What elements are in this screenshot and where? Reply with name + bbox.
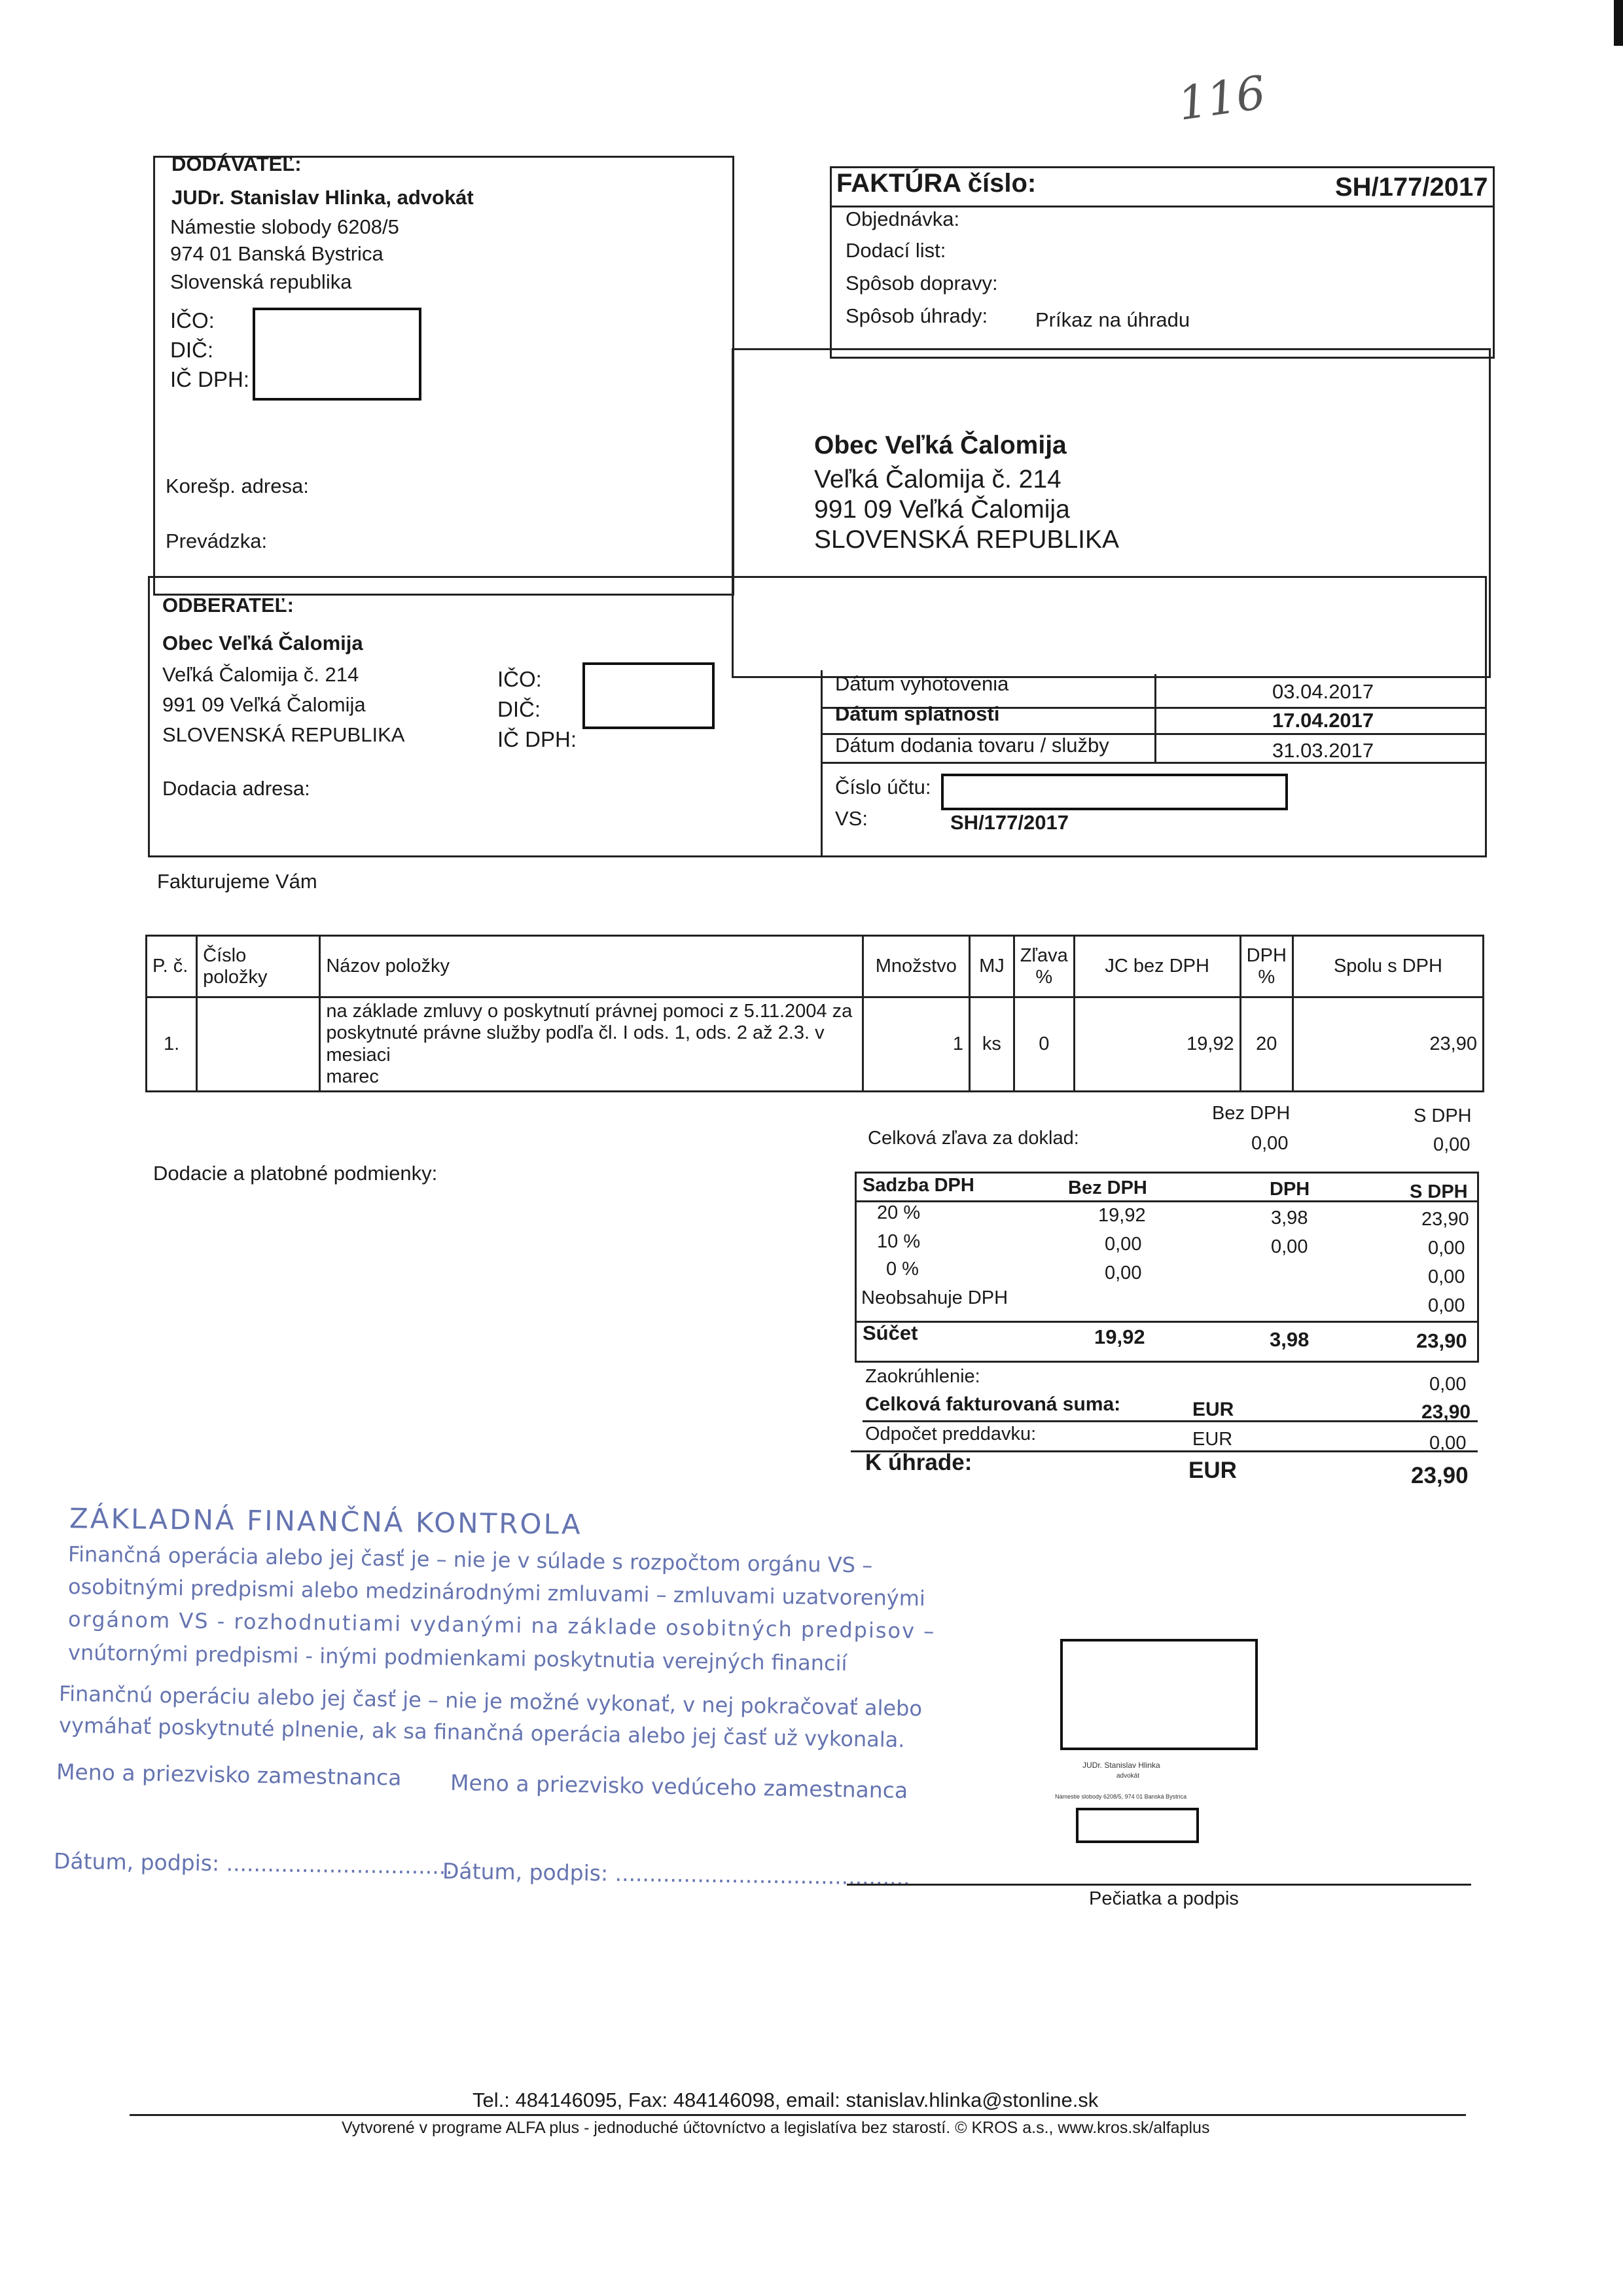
invoiced-label: Celková fakturovaná suma: [865, 1393, 1121, 1415]
recipient-country: SLOVENSKÁ REPUBLIKA [814, 526, 1120, 554]
vat-row-0-base: 0,00 [1105, 1263, 1142, 1283]
invoice-order-label: Objednávka: [846, 207, 960, 230]
control-stamp-line1: Finančná operácia alebo jej časť je – nie je v súlade s rozpočtom orgánu VS – [67, 1541, 873, 1578]
recipient-name: Obec Veľká Čalomija [814, 431, 1067, 459]
supplier-name: JUDr. Stanislav Hlinka, advokát [171, 186, 474, 209]
intro-text: Fakturujeme Vám [157, 870, 317, 893]
control-stamp-manager: Meno a priezvisko vedúceho zamestnanca [450, 1769, 908, 1804]
header-total: Spolu s DPH [1293, 936, 1483, 997]
advance-currency: EUR [1192, 1429, 1233, 1450]
vat-novat-label: Neobsahuje DPH [861, 1287, 1008, 1308]
header-unit-price: JC bez DPH [1074, 936, 1240, 997]
vat-row-0-total: 0,00 [1428, 1266, 1465, 1287]
recipient-city: 991 09 Veľká Čalomija [814, 495, 1070, 524]
vat-header-total: S DPH [1410, 1181, 1468, 1202]
control-stamp-date-sign-1: Dátum, podpis: ................................. [53, 1848, 454, 1880]
due-amount-label: K úhrade: [865, 1450, 972, 1475]
discount-s-dph-header: S DPH [1414, 1105, 1472, 1126]
vat-row-10-base: 0,00 [1105, 1234, 1142, 1255]
vs-value: SH/177/2017 [950, 811, 1069, 834]
due-date-value: 17.04.2017 [1272, 709, 1374, 732]
header-code: Číslo položky [197, 936, 320, 997]
supplier-city: 974 01 Banská Bystrica [170, 242, 383, 265]
item-pc: 1. [147, 997, 197, 1092]
item-unit-price: 19,92 [1074, 997, 1240, 1092]
control-stamp-date-sign-2: Dátum, podpis: ........................................... [442, 1858, 910, 1890]
vat-sum-label: Súčet [863, 1321, 918, 1344]
control-stamp-line3: orgánom VS - rozhodnutiami vydanými na základe osobitných predpisov – [67, 1606, 936, 1644]
supplier-icdph-label: IČ DPH: [170, 367, 250, 391]
header-name: Názov položky [320, 936, 863, 997]
delivery-terms-label: Dodacie a platobné podmienky: [153, 1162, 438, 1185]
vs-label: VS: [835, 807, 868, 830]
invoice-title-label: FAKTÚRA číslo: [836, 169, 1037, 198]
vat-header-vat: DPH [1270, 1179, 1310, 1200]
vat-row-20-total: 23,90 [1421, 1209, 1469, 1230]
control-stamp-employee: Meno a priezvisko zamestnanca [56, 1759, 402, 1791]
header-discount [1014, 936, 1074, 997]
discount-s-dph: 0,00 [1433, 1134, 1471, 1155]
customer-heading: ODBERATEĽ: [162, 594, 294, 617]
due-date-label: Dátum splatnosti [835, 702, 1000, 725]
signature-label: Pečiatka a podpis [1089, 1888, 1239, 1909]
control-stamp-line2: osobitnými predpismi alebo medzinárodnými zmluvami – zmluvami uzatvorenými [67, 1573, 926, 1611]
customer-dic-label: DIČ: [497, 697, 541, 721]
supplier-koresp-label: Korešp. adresa: [166, 475, 309, 497]
item-name-line3: marec [326, 1066, 379, 1088]
invoice-delivery-note-label: Dodací list: [846, 239, 946, 262]
supplier-country: Slovenská republika [170, 270, 352, 293]
due-amount-currency: EUR [1188, 1458, 1237, 1483]
supplier-heading: DODÁVATEĽ: [171, 152, 302, 175]
discount-summary-label: Celková zľava za doklad: [868, 1128, 1079, 1149]
supplier-ico-label: IČO: [170, 308, 215, 332]
invoice-payment-label: Spôsob úhrady: [846, 304, 988, 327]
rounding-value: 0,00 [1429, 1374, 1467, 1395]
supplier-ids-redaction [253, 308, 421, 401]
vat-row-20-rate: 20 % [877, 1202, 921, 1223]
vat-row-10-rate: 10 % [877, 1231, 921, 1252]
account-number-redaction [941, 774, 1288, 810]
item-total: 23,90 [1293, 997, 1483, 1092]
vat-row-10-vat: 0,00 [1271, 1236, 1308, 1257]
items-header-row [147, 936, 1484, 997]
vat-row-20-base: 19,92 [1098, 1205, 1146, 1226]
customer-icdph-label: IČ DPH: [497, 727, 577, 751]
header-discount-line1: Zľava [1020, 944, 1068, 966]
invoice-transport-label: Spôsob dopravy: [846, 272, 998, 295]
rounding-label: Zaokrúhlenie: [865, 1366, 980, 1387]
header-pc: P. č. [147, 936, 197, 997]
vat-sum-base: 19,92 [1094, 1325, 1145, 1348]
vat-row-20-vat: 3,98 [1271, 1208, 1308, 1229]
item-discount: 0 [1014, 997, 1074, 1092]
footer-line [130, 2114, 1466, 2116]
header-vat-line1: DPH [1246, 944, 1287, 966]
vat-row-0-rate: 0 % [886, 1259, 919, 1280]
item-mj: ks [970, 997, 1014, 1092]
item-qty: 1 [863, 997, 969, 1092]
seal-line2: advokát [1116, 1772, 1140, 1780]
header-mj: MJ [970, 936, 1014, 997]
invoice-number: SH/177/2017 [1335, 173, 1488, 202]
scan-edge-mark [1614, 0, 1623, 46]
supplier-dic-label: DIČ: [170, 338, 213, 362]
vat-table-sum-line [855, 1321, 1479, 1323]
vat-header-base: Bez DPH [1068, 1177, 1147, 1198]
vat-row-10-total: 0,00 [1428, 1238, 1465, 1259]
item-code [197, 997, 320, 1092]
signature-line [847, 1884, 1471, 1886]
customer-ids-redaction [582, 662, 715, 729]
control-stamp-line5: Finančnú operáciu alebo jej časť je – nie je možné vykonať, v nej pokračovať alebo [58, 1681, 923, 1721]
vat-header-rate: Sadzba DPH [863, 1175, 974, 1196]
supplier-prevadzka-label: Prevádzka: [166, 529, 268, 552]
invoiced-value: 23,90 [1421, 1401, 1471, 1423]
footer-software: Vytvorené v programe ALFA plus - jednoduché účtovníctvo a legislatíva bez starostí. © KROS a.s., www.kros.sk/alfaplus [342, 2119, 1210, 2137]
customer-country: SLOVENSKÁ REPUBLIKA [162, 723, 405, 746]
invoice-payment-value: Príkaz na úhradu [1035, 308, 1190, 331]
header-vat [1240, 936, 1293, 997]
vat-sum-vat: 3,98 [1270, 1328, 1310, 1351]
control-stamp-line4: vnútornými predpismi - inými podmienkami poskytnutia verejných financií [67, 1640, 847, 1676]
table-row [147, 997, 1484, 1092]
issue-date-value: 03.04.2017 [1272, 680, 1374, 703]
supply-date-value: 31.03.2017 [1272, 739, 1374, 762]
seal-line3: Námestie slobody 6208/5, 974 01 Banská Bystrica [1055, 1793, 1187, 1800]
vat-novat-total: 0,00 [1428, 1295, 1465, 1316]
customer-delivery-label: Dodacia adresa: [162, 777, 310, 800]
handwritten-page-number: 116 [1174, 65, 1269, 131]
vat-table-header-line [855, 1200, 1479, 1202]
customer-street: Veľká Čalomija č. 214 [162, 663, 359, 686]
due-amount-value: 23,90 [1411, 1463, 1469, 1488]
control-stamp-line6: vymáhať poskytnuté plnenie, ak sa finančná operácia alebo jej časť už vykonala. [58, 1712, 905, 1753]
item-name-line2: poskytnuté právne služby podľa čl. I ods. 1, ods. 2 až 2.3. v mesiaci [326, 1022, 825, 1066]
customer-name: Obec Veľká Čalomija [162, 632, 363, 655]
customer-ico-label: IČO: [497, 667, 542, 691]
item-name-line1: na základe zmluvy o poskytnutí právnej pomoci z 5.11.2004 za [326, 1001, 853, 1022]
issue-date-label: Dátum vyhotovenia [835, 672, 1009, 695]
customer-city: 991 09 Veľká Čalomija [162, 693, 366, 716]
footer-contact: Tel.: 484146095, Fax: 484146098, email: stanislav.hlinka@stonline.sk [473, 2089, 1099, 2111]
control-stamp-title: ZÁKLADNÁ FINANČNÁ KONTROLA [69, 1502, 582, 1541]
vat-sum-total: 23,90 [1416, 1329, 1467, 1352]
dates-row-line-3 [821, 762, 1487, 764]
recipient-street: Veľká Čalomija č. 214 [814, 465, 1061, 493]
discount-bez-dph: 0,00 [1251, 1133, 1289, 1154]
advance-label: Odpočet preddavku: [865, 1424, 1037, 1444]
item-name [320, 997, 863, 1092]
invoiced-currency: EUR [1192, 1399, 1234, 1420]
seal-line1: JUDr. Stanislav Hlinka [1082, 1761, 1160, 1770]
discount-bez-dph-header: Bez DPH [1212, 1103, 1291, 1124]
invoiced-underline [863, 1420, 1478, 1422]
dates-mid-border [1154, 674, 1156, 762]
seal-redaction [1076, 1808, 1199, 1843]
item-vat: 20 [1240, 997, 1293, 1092]
account-label: Číslo účtu: [835, 776, 931, 798]
header-qty: Množstvo [863, 936, 969, 997]
supply-date-label: Dátum dodania tovaru / služby [835, 734, 1109, 757]
signature-redaction [1060, 1639, 1258, 1750]
advance-value: 0,00 [1429, 1433, 1467, 1454]
header-discount-line2: % [1035, 966, 1053, 988]
header-vat-line2: % [1258, 966, 1275, 988]
supplier-street: Námestie slobody 6208/5 [170, 215, 399, 238]
items-table [145, 935, 1484, 1092]
